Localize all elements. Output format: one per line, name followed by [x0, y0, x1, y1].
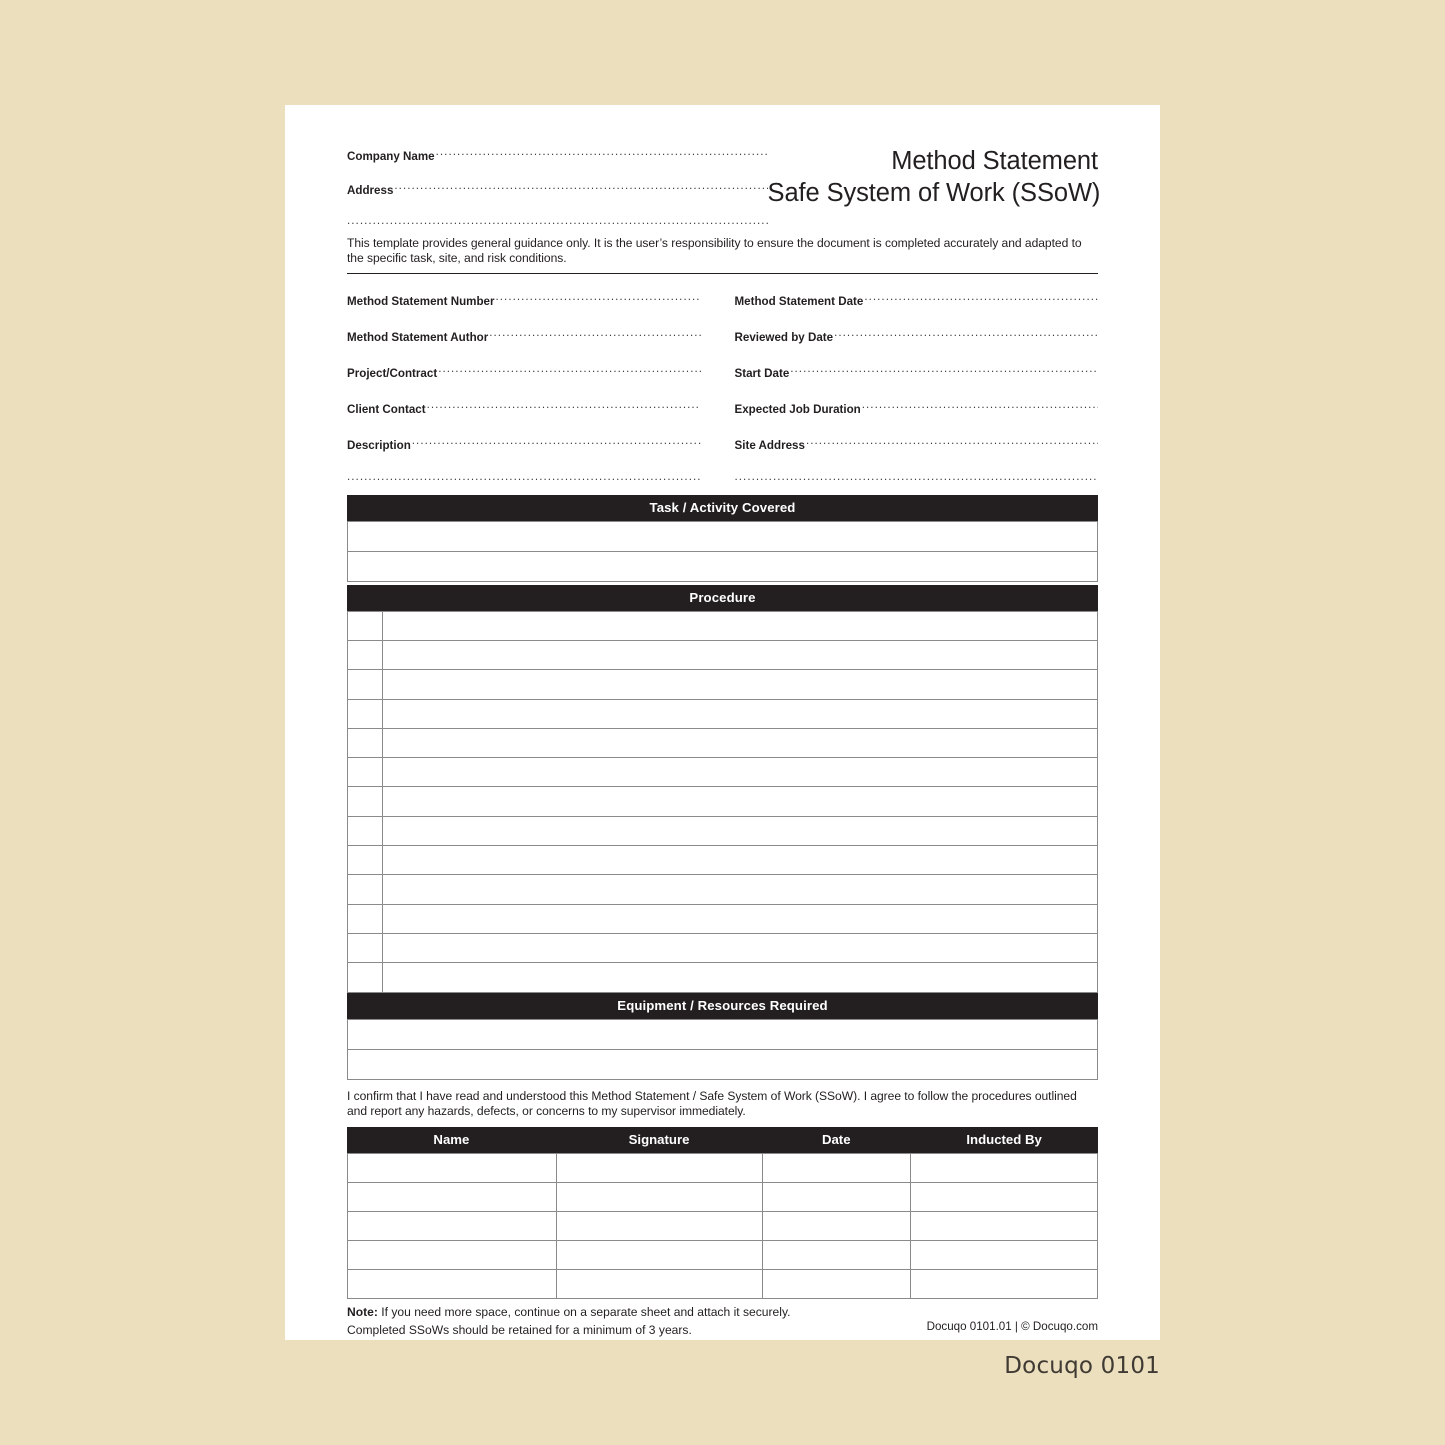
procedure-table [347, 611, 1098, 993]
signature-signature-cell[interactable] [556, 1241, 762, 1270]
field-description[interactable] [347, 438, 701, 452]
procedure-number-cell[interactable] [348, 904, 383, 933]
procedure-text-cell[interactable] [383, 728, 1098, 757]
brand-label: Docuqo 0101 [1004, 1353, 1160, 1379]
procedure-text-cell[interactable] [383, 699, 1098, 728]
column-header-signature: Signature [628, 1132, 690, 1148]
signature-signature-cell[interactable] [556, 1270, 762, 1299]
procedure-number-cell[interactable] [348, 875, 383, 904]
address-label: Address [347, 184, 394, 197]
table-row [348, 1019, 1098, 1049]
table-row [348, 611, 1098, 640]
table-row [348, 670, 1098, 699]
field-client-contact[interactable] [347, 402, 701, 416]
field-company-name[interactable] [347, 149, 768, 163]
signature-date-cell[interactable] [762, 1154, 910, 1183]
procedure-number-cell[interactable] [348, 787, 383, 816]
table-row [348, 551, 1098, 581]
procedure-text-cell[interactable] [383, 670, 1098, 699]
procedure-number-cell[interactable] [348, 963, 383, 992]
field-label: Site Address [734, 438, 805, 452]
intro-text: This template provides general guidance only. It is the user’s responsibility to ensure the document is completed accurately and adapted to the specific task, site, and risk conditions. [347, 236, 1082, 266]
signature-date-cell[interactable] [762, 1183, 910, 1212]
procedure-text-cell[interactable] [383, 846, 1098, 875]
signature-signature-cell[interactable] [556, 1183, 762, 1212]
signature-name-cell[interactable] [348, 1241, 557, 1270]
field-label: Method Statement Date [734, 294, 864, 308]
procedure-text-cell[interactable] [383, 933, 1098, 962]
table-row [348, 1270, 1098, 1299]
signature-date-cell[interactable] [762, 1270, 910, 1299]
table-row [348, 1049, 1098, 1079]
table-row [348, 640, 1098, 669]
signature-table [347, 1153, 1098, 1299]
title-line-1: Method Statement [891, 147, 1098, 175]
table-row [348, 1212, 1098, 1241]
field-label: Start Date [734, 366, 790, 380]
table-row [348, 1183, 1098, 1212]
table-row [348, 787, 1098, 816]
field-reviewed-by-date[interactable] [735, 330, 1099, 344]
procedure-number-cell[interactable] [348, 699, 383, 728]
signature-name-cell[interactable] [348, 1212, 557, 1241]
note-line-1-text: If you need more space, continue on a separate sheet and attach it securely. [377, 1305, 791, 1320]
description-continuation-leader[interactable] [347, 474, 701, 485]
note-prefix: Note: [347, 1305, 378, 1320]
header-divider [347, 273, 1098, 274]
table-row [348, 1154, 1098, 1183]
field-leader [834, 330, 1098, 341]
field-leader [412, 438, 701, 449]
field-label: Method Statement Author [347, 330, 489, 344]
field-leader [438, 366, 700, 377]
signature-signature-cell[interactable] [556, 1212, 762, 1241]
equipment-heading: Equipment / Resources Required [347, 993, 1098, 1019]
document-header [347, 145, 1101, 229]
field-leader [790, 366, 1098, 377]
field-leader [806, 438, 1098, 449]
table-row [348, 758, 1098, 787]
procedure-text-cell[interactable] [383, 611, 1098, 640]
field-leader [427, 402, 701, 413]
table-row [348, 846, 1098, 875]
table-row [348, 875, 1098, 904]
task-activity-heading: Task / Activity Covered [347, 495, 1098, 521]
signature-name-cell[interactable] [348, 1270, 557, 1299]
field-label: Expected Job Duration [734, 402, 861, 416]
site-address-continuation-leader[interactable] [735, 474, 1099, 485]
note-line-1 [347, 1304, 1098, 1322]
procedure-text-cell[interactable] [383, 875, 1098, 904]
column-header-date: Date [821, 1132, 851, 1148]
procedure-text-cell[interactable] [383, 640, 1098, 669]
footer-credit: Docuqo 0101.01 | © Docuqo.com [926, 1320, 1098, 1334]
task-activity-table [347, 521, 1098, 582]
signature-inducted-by-cell[interactable] [910, 1212, 1098, 1241]
field-leader [864, 294, 1098, 305]
signature-inducted-by-cell[interactable] [910, 1270, 1098, 1299]
field-address[interactable] [347, 183, 768, 197]
task-activity-cell[interactable] [348, 551, 1098, 581]
equipment-cell[interactable] [348, 1019, 1098, 1049]
document-page [285, 105, 1160, 1340]
field-label: Client Contact [347, 402, 426, 416]
table-row [348, 816, 1098, 845]
field-leader [862, 402, 1098, 413]
field-site-address[interactable] [735, 438, 1099, 452]
column-header-inducted-by: Inducted By [966, 1132, 1042, 1148]
field-label: Reviewed by Date [734, 330, 834, 344]
signature-date-cell[interactable] [762, 1212, 910, 1241]
signature-date-cell[interactable] [762, 1241, 910, 1270]
procedure-number-cell[interactable] [348, 611, 383, 640]
signature-name-cell[interactable] [348, 1154, 557, 1183]
procedure-text-cell[interactable] [383, 904, 1098, 933]
procedure-number-cell[interactable] [348, 816, 383, 845]
procedure-number-cell[interactable] [348, 846, 383, 875]
table-row [348, 1241, 1098, 1270]
signature-name-cell[interactable] [348, 1183, 557, 1212]
note-line-2: Completed SSoWs should be retained for a minimum of 3 years. [347, 1322, 692, 1337]
header-company-fields [347, 145, 768, 229]
field-label: Description [347, 438, 411, 452]
procedure-text-cell[interactable] [383, 758, 1098, 787]
procedure-number-cell[interactable] [348, 670, 383, 699]
meta-fields [347, 294, 1098, 485]
procedure-number-cell[interactable] [348, 758, 383, 787]
signature-table-header [347, 1127, 1098, 1153]
field-method-statement-number[interactable] [347, 294, 701, 308]
field-label: Method Statement Number [347, 294, 495, 308]
company-name-label: Company Name [347, 150, 435, 163]
table-row [348, 933, 1098, 962]
signature-inducted-by-cell[interactable] [910, 1183, 1098, 1212]
field-start-date[interactable] [735, 366, 1099, 380]
field-method-statement-author[interactable] [347, 330, 701, 344]
confirmation-text: I confirm that I have read and understood this Method Statement / Safe System of Work (SSoW). I agree to follow the procedures outlined and report any hazards, defects, or concerns to my supervisor immediately. [347, 1088, 1077, 1118]
signature-signature-cell[interactable] [556, 1154, 762, 1183]
field-label: Project/Contract [347, 366, 438, 380]
field-leader [496, 294, 701, 305]
document-title [767, 145, 1101, 210]
procedure-text-cell[interactable] [383, 963, 1098, 992]
address-leader [394, 183, 767, 194]
meta-fields-left [347, 294, 723, 485]
document-sheet [347, 145, 1101, 1337]
procedure-text-cell[interactable] [383, 787, 1098, 816]
table-row [348, 904, 1098, 933]
field-expected-job-duration[interactable] [735, 402, 1099, 416]
signature-inducted-by-cell[interactable] [910, 1154, 1098, 1183]
equipment-cell[interactable] [348, 1049, 1098, 1079]
procedure-heading: Procedure [347, 585, 1098, 611]
table-row [348, 728, 1098, 757]
procedure-number-cell[interactable] [348, 728, 383, 757]
task-activity-cell[interactable] [348, 521, 1098, 551]
field-method-statement-date[interactable] [735, 294, 1099, 308]
equipment-table [347, 1019, 1098, 1080]
meta-fields-right [723, 294, 1099, 485]
address-continuation-leader[interactable] [347, 218, 768, 229]
table-row [348, 521, 1098, 551]
field-leader [489, 330, 700, 341]
table-row [348, 963, 1098, 992]
procedure-text-cell[interactable] [383, 816, 1098, 845]
table-row [348, 699, 1098, 728]
procedure-number-cell[interactable] [348, 640, 383, 669]
signature-inducted-by-cell[interactable] [910, 1241, 1098, 1270]
procedure-number-cell[interactable] [348, 933, 383, 962]
column-header-name: Name [433, 1132, 470, 1148]
title-line-2: Safe System of Work (SSoW) [767, 179, 1101, 208]
field-project-contract[interactable] [347, 366, 701, 380]
company-name-leader [436, 149, 768, 160]
